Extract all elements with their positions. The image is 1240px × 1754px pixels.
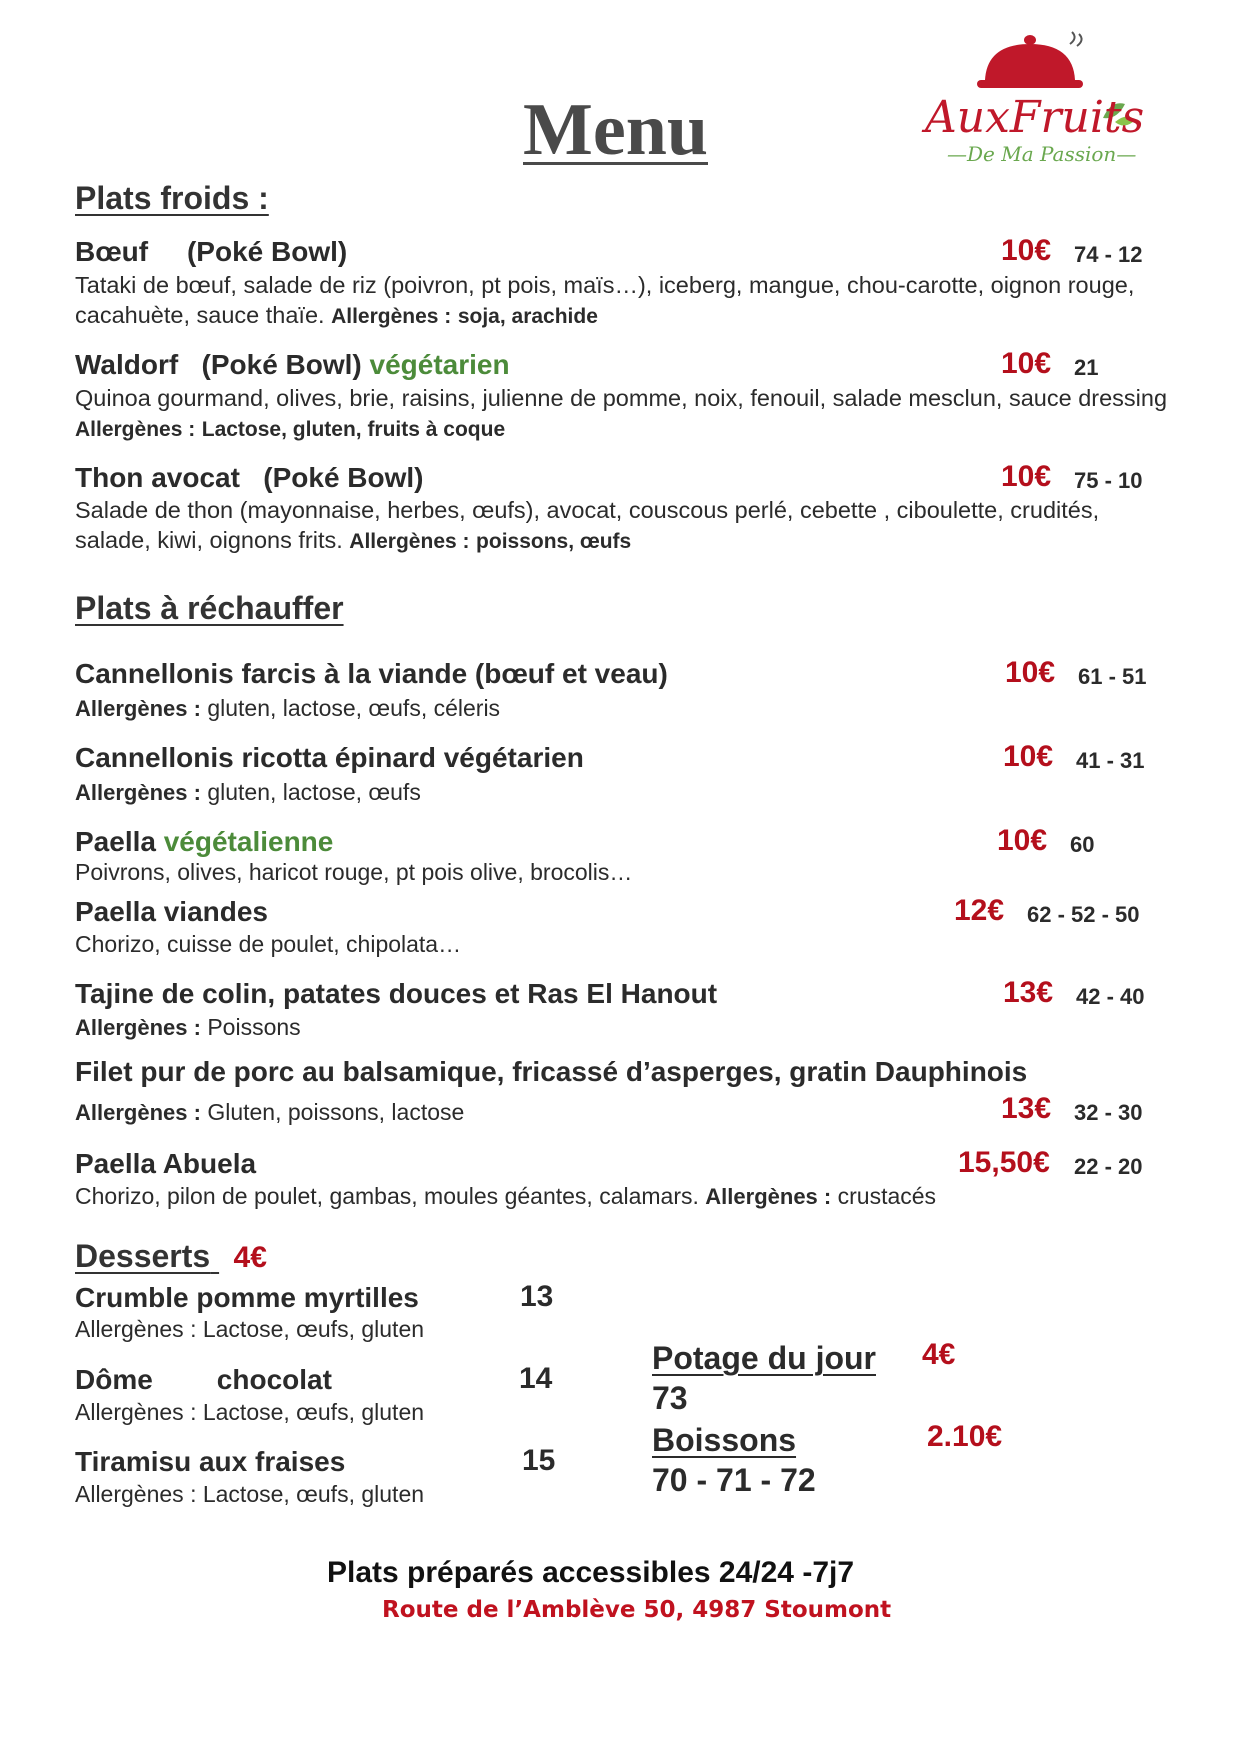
item-codes: 21 xyxy=(1074,355,1099,380)
item-name: Waldorf (Poké Bowl) végétarien xyxy=(75,349,510,380)
dessert-code: 14 xyxy=(519,1362,553,1395)
potage-code: 73 xyxy=(652,1380,688,1416)
item-name: Cannellonis farcis à la viande (bœuf et veau) xyxy=(75,658,668,689)
item-codes: 61 - 51 xyxy=(1078,664,1147,689)
item-allergens: Allergènes : Poissons xyxy=(75,1014,301,1040)
potage-heading: Potage du jour xyxy=(652,1340,876,1376)
item-name: Filet pur de porc au balsamique, fricassé d’asperges, gratin Dauphinois xyxy=(75,1056,1028,1087)
item-codes: 60 xyxy=(1070,832,1095,857)
item-codes: 42 - 40 xyxy=(1076,984,1145,1009)
item-price: 12€ xyxy=(954,894,1005,927)
dessert-allergens: Allergènes : Lactose, œufs, gluten xyxy=(75,1481,425,1507)
item-price: 13€ xyxy=(1003,976,1054,1009)
item-name: Paella végétalienne xyxy=(75,826,334,857)
logo-name: AuxFruits xyxy=(925,92,1145,143)
section-heading-plats-rechauffer: Plats à réchauffer xyxy=(75,590,344,626)
item-name: Paella viandes xyxy=(75,896,269,927)
dessert-code: 15 xyxy=(522,1444,556,1477)
boissons-heading: Boissons xyxy=(652,1422,797,1458)
dessert-name: Crumble pomme myrtilles xyxy=(75,1282,419,1313)
item-name: Thon avocat (Poké Bowl) xyxy=(75,462,424,493)
boissons-price: 2.10€ xyxy=(927,1420,1003,1453)
item-price: 10€ xyxy=(1005,656,1056,689)
section-heading-desserts: Desserts xyxy=(75,1238,211,1274)
footer-hours: Plats préparés accessibles 24/24 -7j7 xyxy=(327,1556,855,1589)
section-heading-plats-froids: Plats froids : xyxy=(75,180,269,216)
item-codes: 41 - 31 xyxy=(1076,748,1145,773)
item-codes: 62 - 52 - 50 xyxy=(1027,902,1140,927)
page-title: Menu xyxy=(523,89,708,171)
dessert-allergens: Allergènes : Lactose, œufs, gluten xyxy=(75,1316,425,1342)
desserts-header xyxy=(75,1238,267,1275)
item-price: 10€ xyxy=(997,824,1048,857)
item-description: Poivrons, olives, haricot rouge, pt pois olive, brocolis… xyxy=(75,859,633,885)
logo xyxy=(925,30,1155,180)
item-description: Quinoa gourmand, olives, brie, raisins, julienne de pomme, noix, fenouil, salade mesclun, sauce dressing Allergènes : Lactose, gluten, fruits à coque xyxy=(75,385,1168,441)
item-name: Tajine de colin, patates douces et Ras El Hanout xyxy=(75,978,718,1009)
item-price: 13€ xyxy=(1001,1092,1052,1125)
item-description: Salade de thon (mayonnaise, herbes, œufs), avocat, couscous perlé, cebette , ciboulette, crudités, salade, kiwi, oignons frits. Allergènes : poissons, œufs xyxy=(75,497,1100,553)
item-price: 10€ xyxy=(1001,460,1052,493)
item-price: 10€ xyxy=(1001,234,1052,267)
item-name: Paella Abuela xyxy=(75,1148,257,1179)
item-codes: 74 - 12 xyxy=(1074,242,1143,267)
dessert-allergens: Allergènes : Lactose, œufs, gluten xyxy=(75,1399,425,1425)
potage-price: 4€ xyxy=(922,1338,956,1371)
item-codes: 32 - 30 xyxy=(1074,1100,1143,1125)
dessert-code: 13 xyxy=(520,1280,554,1313)
item-description: Chorizo, pilon de poulet, gambas, moules géantes, calamars. Allergènes : crustacés xyxy=(75,1183,937,1209)
boissons-codes: 70 - 71 - 72 xyxy=(652,1462,816,1498)
dessert-name: Tiramisu aux fraises xyxy=(75,1446,346,1477)
dessert-name: Dôme chocolat xyxy=(75,1364,332,1395)
item-description: Tataki de bœuf, salade de riz (poivron, pt pois, maïs…), iceberg, mangue, chou-carotte, oignon rouge, cacahuète, sauce thaïe. Allergènes : soja, arachide xyxy=(75,272,1135,328)
item-allergens: Allergènes : gluten, lactose, œufs xyxy=(75,779,421,805)
item-name: Cannellonis ricotta épinard végétarien xyxy=(75,742,584,773)
item-name: Bœuf (Poké Bowl) xyxy=(75,236,348,267)
item-codes: 22 - 20 xyxy=(1074,1154,1143,1179)
desserts-price: 4€ xyxy=(233,1241,267,1274)
item-price: 15,50€ xyxy=(958,1146,1050,1179)
footer-address: Route de l’Amblève 50, 4987 Stoumont xyxy=(382,1597,892,1623)
item-codes: 75 - 10 xyxy=(1074,468,1143,493)
item-price: 10€ xyxy=(1003,740,1054,773)
item-description: Chorizo, cuisse de poulet, chipolata… xyxy=(75,931,462,957)
item-allergens: Allergènes : gluten, lactose, œufs, céleris xyxy=(75,695,501,721)
logo-tagline: —De Ma Passion— xyxy=(947,142,1137,166)
item-allergens: Allergènes : Gluten, poissons, lactose xyxy=(75,1099,465,1125)
item-price: 10€ xyxy=(1001,347,1052,380)
